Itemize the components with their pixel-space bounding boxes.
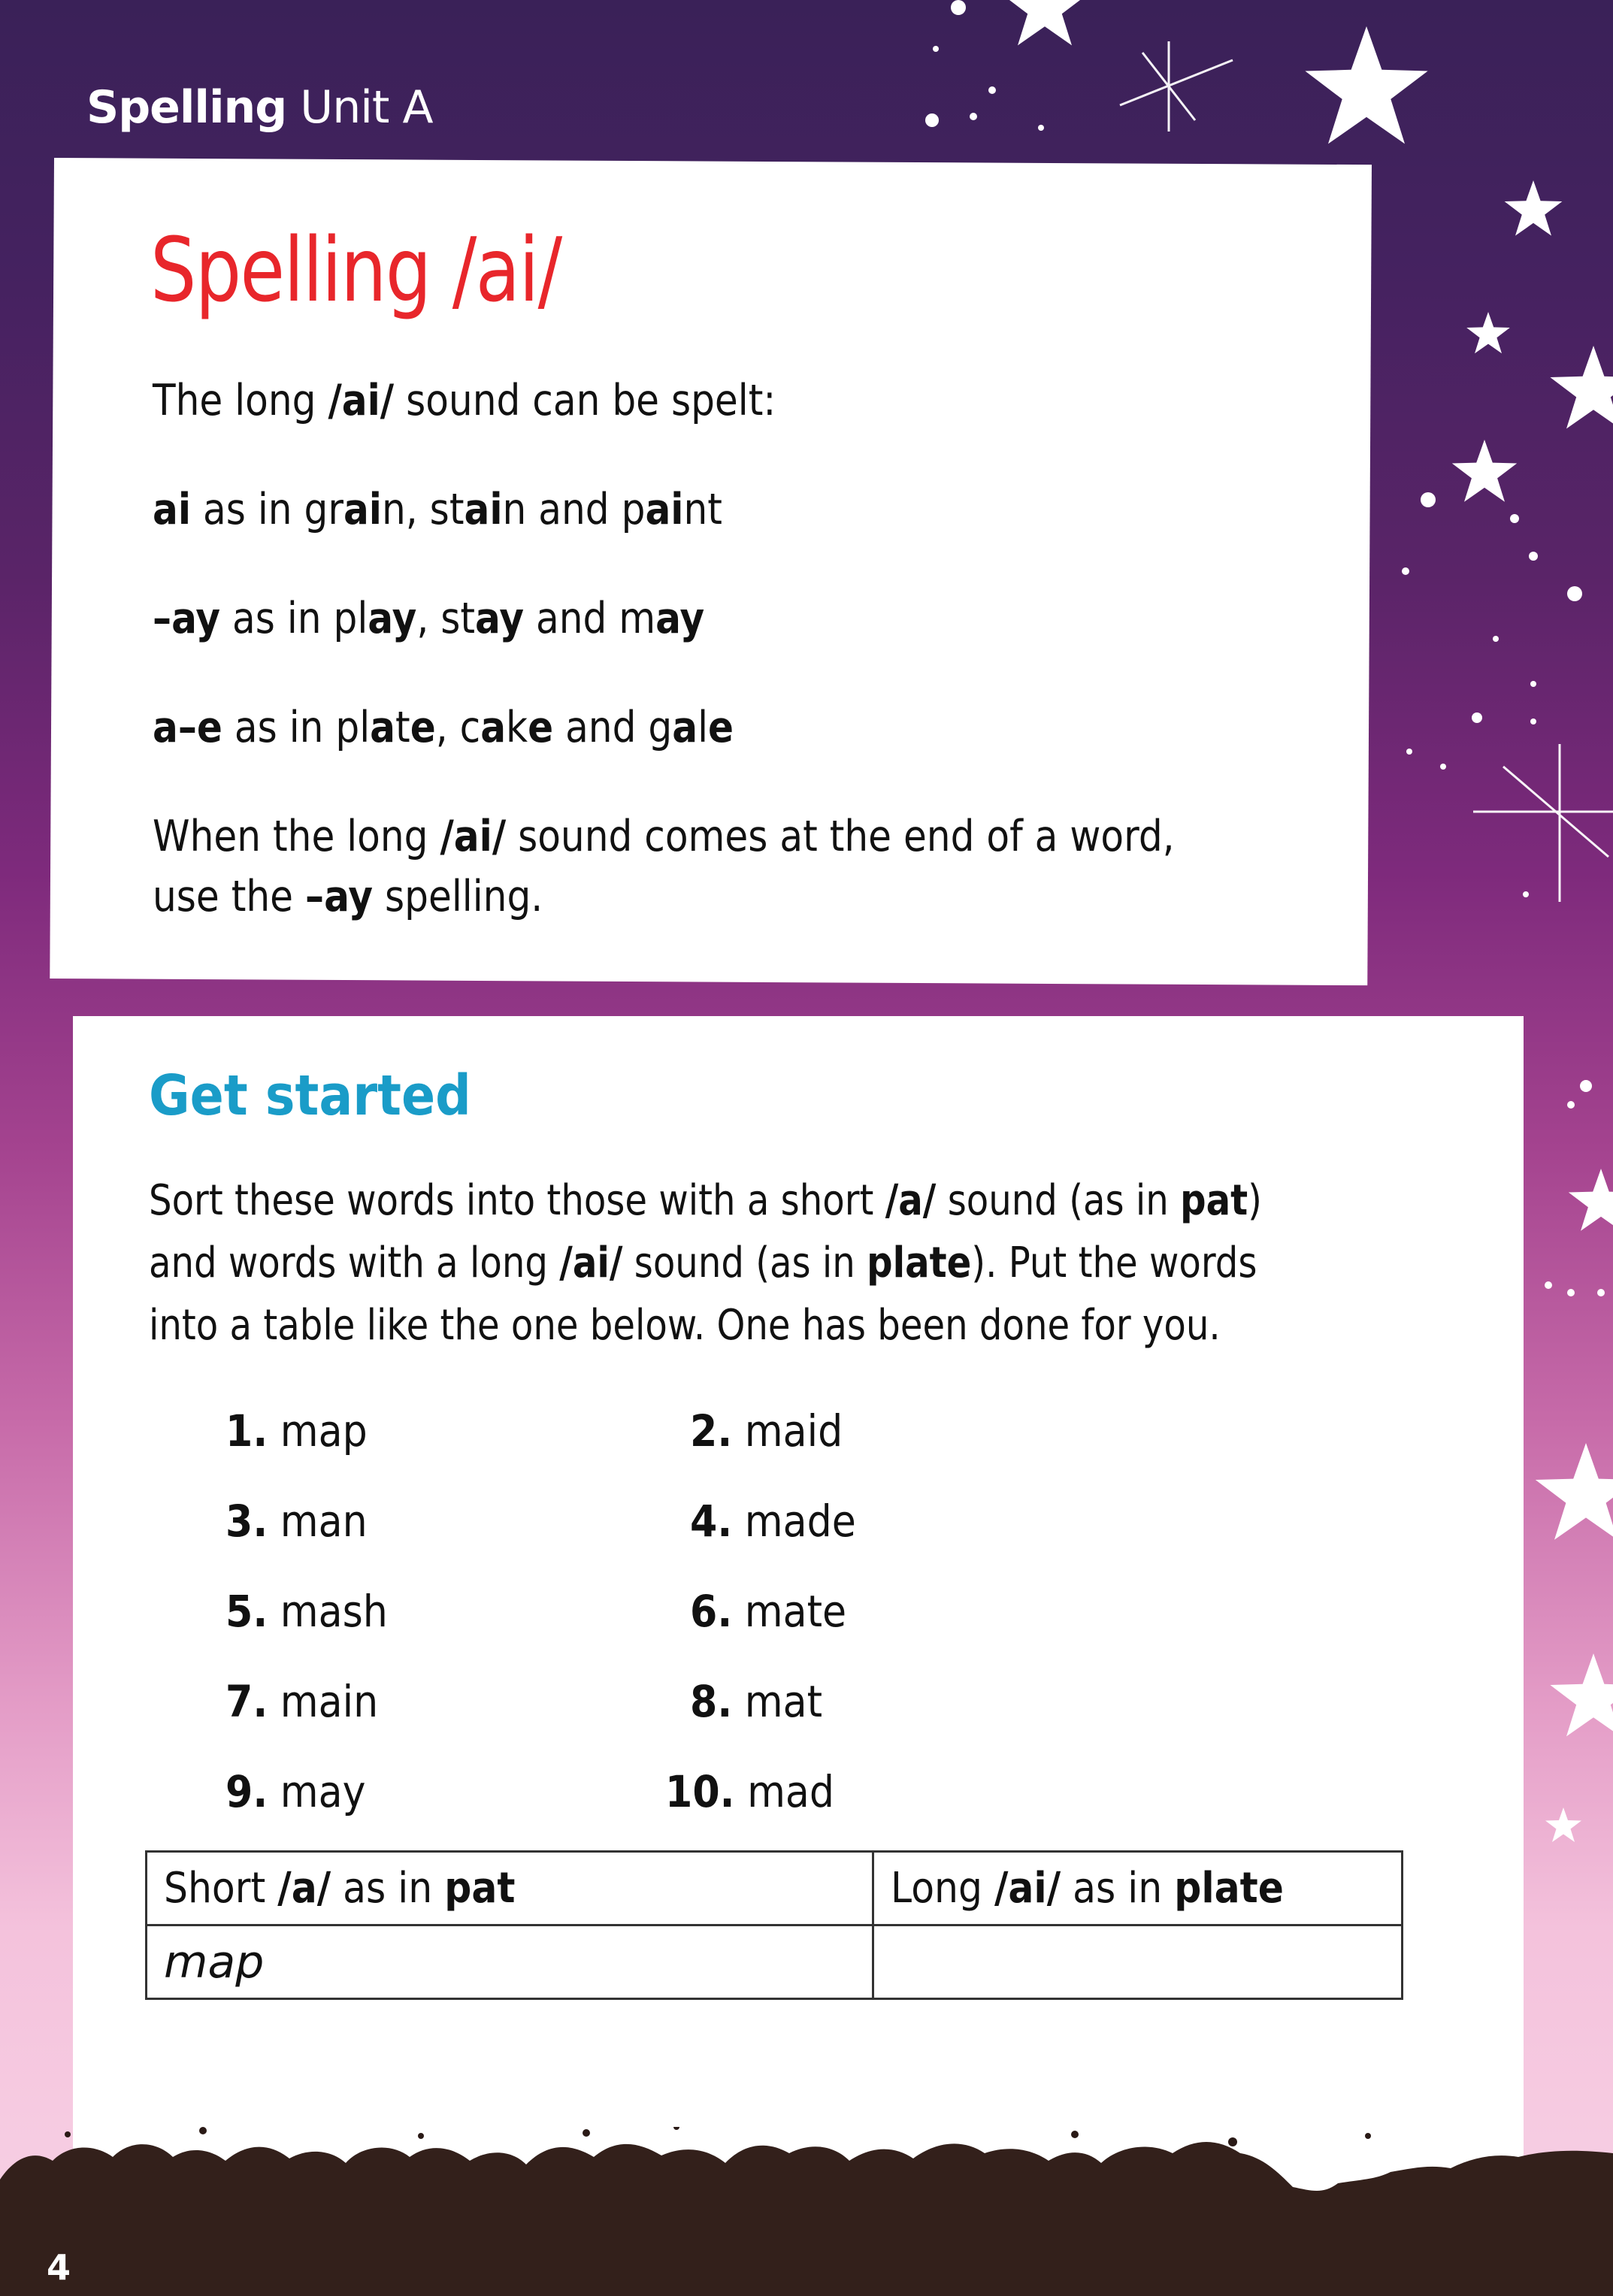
text: sound can be spelt: (394, 376, 776, 425)
highlight: e (528, 703, 554, 752)
text: use the (153, 872, 305, 921)
list-item (690, 1586, 846, 1637)
item-word: main (280, 1676, 379, 1727)
item-number: 2. (690, 1405, 733, 1457)
instruction-line-3: into a table like the one below. One has been done for you. (149, 1301, 1221, 1350)
rule-ay (153, 594, 704, 643)
item-word: may (280, 1766, 366, 1817)
item-word: mate (744, 1586, 847, 1637)
pattern-label: a–e (153, 703, 222, 752)
text: as in (1061, 1864, 1175, 1913)
text: as in pl (222, 703, 371, 752)
rule-ai (153, 485, 722, 534)
text: sound comes at the end of a word, (506, 812, 1175, 861)
text: l (698, 703, 709, 752)
example-bold: plate (1174, 1864, 1284, 1913)
note-line-1 (153, 812, 1175, 861)
item-word: man (280, 1496, 368, 1547)
list-item (665, 1766, 834, 1817)
table-row (147, 1925, 1403, 1999)
item-number: 4. (690, 1496, 733, 1547)
column-header-long-ai (873, 1852, 1403, 1925)
table-cell-long-ai (873, 1925, 1403, 1999)
column-header-short-a (147, 1852, 873, 1925)
item-number: 3. (225, 1496, 268, 1547)
text: as in (331, 1864, 445, 1913)
text: spelling. (373, 872, 543, 921)
crowd-silhouette-icon (0, 2127, 1613, 2296)
item-number: 5. (225, 1586, 268, 1637)
text: t (395, 703, 410, 752)
highlight: ai (645, 485, 684, 534)
text: sound (as in (622, 1239, 867, 1287)
list-item (690, 1676, 822, 1727)
item-word: made (744, 1496, 856, 1547)
text: n and p (502, 485, 646, 534)
phoneme-bold: /ai/ (440, 812, 507, 861)
unit-header-subject: Spelling (86, 81, 287, 134)
text: When the long (153, 812, 440, 861)
note-line-2 (153, 872, 543, 921)
text: Long (891, 1864, 994, 1913)
unit-header (86, 81, 433, 134)
text: ) (1248, 1176, 1262, 1225)
item-number: 8. (690, 1676, 733, 1727)
text: and g (553, 703, 673, 752)
text: , c (435, 703, 481, 752)
text: and words with a long (149, 1239, 560, 1287)
table-header-row (147, 1852, 1403, 1925)
highlight: ai (464, 485, 503, 534)
text: Sort these words into those with a short (149, 1176, 885, 1225)
text: nt (683, 485, 722, 534)
phoneme-bold: /ai/ (994, 1864, 1061, 1913)
item-word: maid (744, 1405, 843, 1457)
text: as in gr (191, 485, 343, 534)
pattern-label: –ay (153, 594, 221, 643)
phoneme-bold: /ai/ (328, 376, 395, 425)
example-bold: plate (867, 1239, 972, 1287)
text: Short (164, 1864, 278, 1913)
unit-header-label: Unit A (300, 81, 433, 134)
list-item (225, 1586, 388, 1637)
intro-line (153, 376, 776, 425)
highlight: ai (343, 485, 383, 534)
text: and m (524, 594, 656, 643)
item-number: 1. (225, 1405, 268, 1457)
text: sound (as in (936, 1176, 1181, 1225)
pattern-label: ai (153, 485, 192, 534)
item-number: 6. (690, 1586, 733, 1637)
rule-a-e (153, 703, 734, 752)
table-cell-short-a: map (147, 1925, 873, 1999)
phoneme-bold: /a/ (885, 1176, 937, 1225)
item-word: map (280, 1405, 368, 1457)
highlight: ay (368, 594, 417, 643)
list-item (225, 1496, 368, 1547)
sorting-table (145, 1850, 1403, 2000)
example-bold: pat (444, 1864, 516, 1913)
phoneme-bold: /ai/ (559, 1239, 623, 1287)
item-number: 7. (225, 1676, 268, 1727)
item-word: mash (280, 1586, 388, 1637)
section-heading: Get started (149, 1063, 471, 1128)
item-number: 10. (665, 1766, 735, 1817)
list-item (225, 1676, 378, 1727)
highlight: a (370, 703, 396, 752)
phoneme-bold: /a/ (277, 1864, 331, 1913)
list-item (690, 1405, 843, 1457)
highlight: e (410, 703, 436, 752)
list-item (690, 1496, 856, 1547)
example-bold: pat (1180, 1176, 1248, 1225)
highlight: ay (655, 594, 705, 643)
list-item (225, 1766, 365, 1817)
text: as in pl (220, 594, 368, 643)
text: k (506, 703, 528, 752)
text: , st (416, 594, 476, 643)
item-word: mat (744, 1676, 823, 1727)
instruction-line-2 (149, 1239, 1257, 1287)
page-title: Spelling /ai/ (150, 218, 561, 322)
highlight: a (480, 703, 507, 752)
highlight: e (708, 703, 734, 752)
instruction-line-1 (149, 1176, 1262, 1225)
highlight: a (672, 703, 698, 752)
list-item (225, 1405, 368, 1457)
item-number: 9. (225, 1766, 268, 1817)
text: The long (153, 376, 328, 425)
text: n, st (382, 485, 465, 534)
text: ). Put the words (971, 1239, 1257, 1287)
pattern-bold: –ay (304, 872, 374, 921)
item-word: mad (747, 1766, 835, 1817)
highlight: ay (475, 594, 525, 643)
page-number: 4 (47, 2247, 71, 2288)
